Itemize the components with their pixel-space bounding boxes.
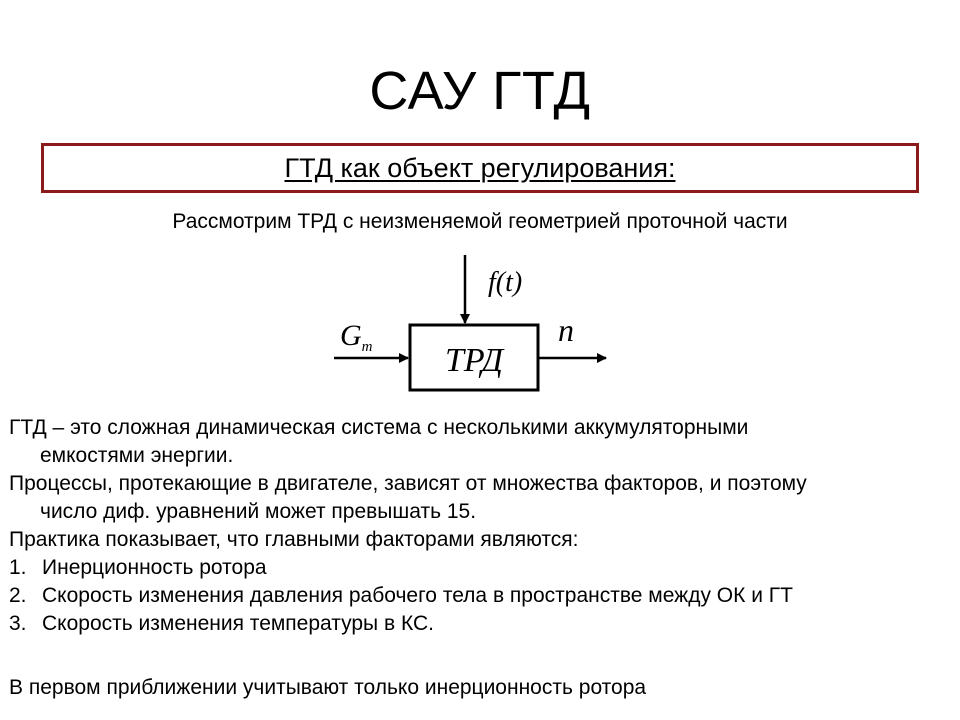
input-label-sub: т [361,339,373,355]
subtitle-frame [41,143,919,193]
block-diagram [320,245,620,405]
paragraph-processes-line2: число диф. уравнений может превышать 15. [40,500,477,523]
list-item-number: 3. [9,612,27,635]
practice-text: Практика показывает, что главными факторами являются: [9,528,579,551]
output-label: n [558,312,574,348]
page-title: САУ ГТД [369,61,591,121]
body-text [9,414,949,638]
paragraph-processes [9,470,949,526]
list-item-text: Скорость изменения температуры в КС. [42,612,434,635]
paragraph-system-line2: емкостями энергии. [40,444,234,467]
list-item [9,610,949,638]
list-item-number: 1. [9,556,27,579]
subtitle: ГТД как объект регулирования: [284,153,676,183]
conclusion-text: В первом приближении учитывают только инерционность ротора [9,676,647,699]
factors-list [9,554,949,638]
trd-block-label: ТРД [445,342,503,379]
disturbance-label: f(t) [488,267,523,298]
list-item [9,554,949,582]
paragraph-processes-line1: Процессы, протекающие в двигателе, зависят от множества факторов, и поэтому [9,472,807,495]
list-item-text: Инерционность ротора [42,556,267,579]
list-item-number: 2. [9,584,27,607]
paragraph-system [9,414,949,470]
list-item-text: Скорость изменения давления рабочего тела в пространстве между ОК и ГТ [42,584,793,607]
input-label-main: G [340,319,362,352]
input-label [340,319,373,355]
list-item [9,582,949,610]
intro-text: Рассмотрим ТРД с неизменяемой геометрией проточной части [172,210,788,233]
paragraph-system-line1: ГТД – это сложная динамическая система с несколькими аккумуляторными [9,416,749,439]
